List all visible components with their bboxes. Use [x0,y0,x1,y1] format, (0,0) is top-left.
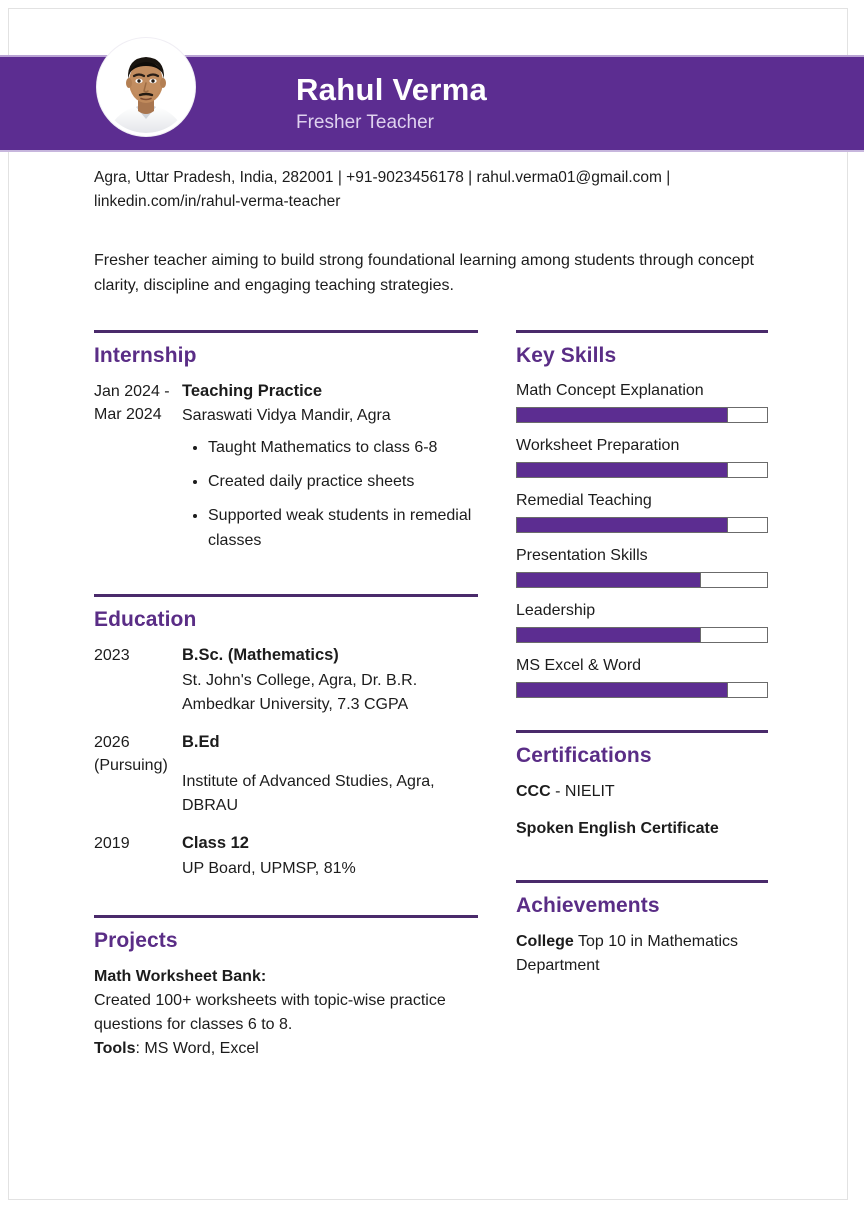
section-internship [94,330,478,562]
skill-bar-fill [517,408,728,422]
internship-date: Jan 2024 - Mar 2024 [94,383,170,423]
profile-photo [97,38,195,136]
education-details: Institute of Advanced Studies, Agra, DBRAU [182,773,435,814]
section-achievements [516,880,768,978]
certification-name: Spoken English Certificate [516,820,719,837]
skill-item [516,490,768,533]
skill-bar-track [516,572,768,588]
candidate-name: Rahul Verma [296,72,488,107]
project-tools-value: : MS Word, Excel [135,1040,259,1057]
internship-role: Teaching Practice [182,382,323,400]
skill-bar-fill [517,518,728,532]
project-tools-label: Tools [94,1040,136,1057]
skill-item [516,545,768,588]
skill-bar-fill [517,683,728,697]
section-title-education: Education [94,608,197,631]
education-details: UP Board, UPMSP, 81% [182,860,356,877]
section-rule [516,880,768,883]
skill-label: MS Excel & Word [516,657,642,674]
section-rule [516,730,768,733]
spacer [516,854,768,880]
skill-bar-track [516,517,768,533]
skill-bar-fill [517,463,728,477]
section-rule [516,330,768,333]
candidate-role: Fresher Teacher [296,112,434,133]
education-body [182,832,478,881]
section-education [94,594,478,881]
certification-name: CCC [516,783,551,800]
header-text [296,72,816,136]
education-entry [94,832,478,881]
education-date: 2019 [94,835,130,852]
education-entry [94,731,478,818]
education-degree: B.Ed [182,733,220,751]
skill-label: Presentation Skills [516,547,648,564]
spacer [94,895,478,915]
project-item [94,965,478,1061]
education-body [182,644,478,717]
skill-label: Remedial Teaching [516,492,652,509]
internship-organization: Saraswati Vidya Mandir, Agra [182,407,391,424]
achievement-text: Top 10 in Mathematics Department [516,933,739,974]
section-rule [94,594,478,597]
section-title-projects: Projects [94,929,178,952]
section-certifications [516,730,768,841]
section-title-key-skills: Key Skills [516,344,617,367]
professional-summary: Fresher teacher aiming to build strong foundational learning among students through concept clarity, discipline and engaging teaching strategies. [94,252,754,294]
skill-item [516,435,768,478]
certification-item [516,780,768,804]
contact-line: Agra, Uttar Pradesh, India, 282001 | +91-9023456178 | rahul.verma01@gmail.com | linkedin.com/in/rahul-verma-teacher [94,169,671,210]
education-date: 2023 [94,647,130,664]
list-item: • Created daily practice sheets [208,469,478,494]
section-key-skills [516,330,768,698]
certification-item [516,817,768,841]
education-degree: Class 12 [182,834,249,852]
project-description: Created 100+ worksheets with topic-wise practice questions for classes 6 to 8. [94,992,446,1033]
internship-entry [94,380,478,562]
education-details: St. John's College, Agra, Dr. B.R. Ambedkar University, 7.3 CGPA [182,672,418,713]
project-name: Math Worksheet Bank: [94,968,267,985]
skill-label: Math Concept Explanation [516,382,704,399]
internship-body [182,380,478,562]
spacer [94,568,478,594]
skill-label: Leadership [516,602,596,619]
spacer [516,710,768,730]
section-projects [94,915,478,1061]
education-entry [94,644,478,717]
section-title-internship: Internship [94,344,197,367]
skill-bar-track [516,627,768,643]
profile-photo-image [100,41,192,133]
left-column [94,330,478,1061]
skill-bar-fill [517,628,701,642]
skill-label: Worksheet Preparation [516,437,680,454]
education-date: 2026 (Pursuing) [94,734,168,774]
skill-bar-track [516,682,768,698]
internship-bullets [182,435,478,553]
skill-item [516,600,768,643]
achievement-item [516,930,768,978]
skill-bar-track [516,462,768,478]
education-degree: B.Sc. (Mathematics) [182,646,339,664]
skill-item [516,655,768,698]
certification-issuer: - NIELIT [550,783,615,800]
right-column [516,330,768,978]
skill-bar-track [516,407,768,423]
section-rule [94,915,478,918]
list-item: • Supported weak students in remedial classes [208,503,478,553]
achievement-scope: College [516,933,574,950]
section-rule [94,330,478,333]
skill-bar-fill [517,573,701,587]
skill-item [516,380,768,423]
list-item: • Taught Mathematics to class 6-8 [208,435,478,460]
section-title-achievements: Achievements [516,894,660,917]
section-title-certifications: Certifications [516,744,652,767]
education-body [182,731,478,818]
